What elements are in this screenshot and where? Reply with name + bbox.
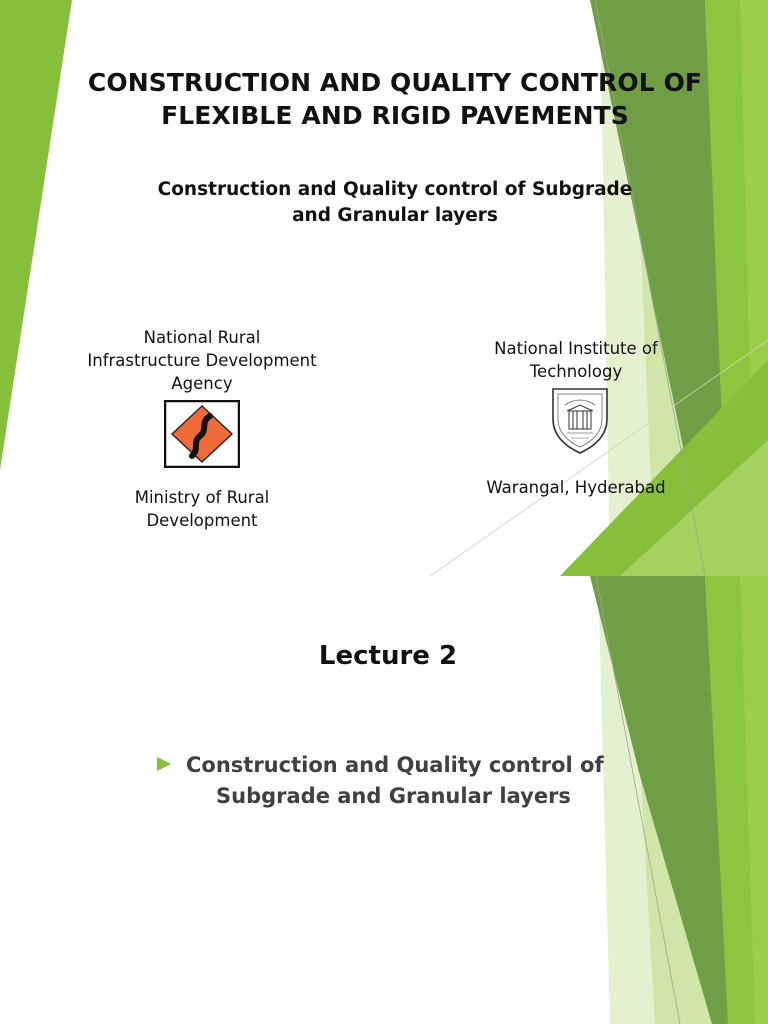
subtitle-line-1: Construction and Quality control of Subgrade: [157, 179, 633, 200]
nit-line-1: National Institute of: [494, 339, 658, 358]
ministry-line-2: Development: [146, 511, 258, 530]
nit-city: Warangal, Hyderabad: [486, 478, 666, 497]
nrida-line-3: Agency: [171, 374, 233, 393]
bullet-line-1: Construction and Quality control of: [186, 753, 604, 777]
nrida-name: [62, 326, 342, 395]
subtitle-line-2: and Granular layers: [292, 205, 498, 226]
bullet-line-2: Subgrade and Granular layers: [216, 784, 571, 808]
presentation-title: [40, 66, 750, 132]
nit-name: [466, 337, 686, 383]
nrida-line-1: National Rural: [143, 328, 261, 347]
lecture-heading: Lecture 2: [318, 641, 458, 671]
triangle-bullet-icon: [156, 756, 172, 772]
title-line-2: FLEXIBLE AND RIGID PAVEMENTS: [161, 101, 629, 130]
bullet-text: [186, 750, 626, 812]
nrida-line-2: Infrastructure Development: [87, 351, 317, 370]
presentation-subtitle: [110, 177, 680, 229]
institute-crest-icon: [547, 383, 613, 455]
ministry-line-1: Ministry of Rural: [134, 488, 270, 507]
lecture-slide: [0, 576, 768, 1024]
ministry-name: [92, 486, 312, 532]
nit-line-2: Technology: [529, 362, 623, 381]
title-line-1: CONSTRUCTION AND QUALITY CONTROL OF: [87, 68, 703, 97]
road-diamond-icon: [164, 400, 240, 468]
